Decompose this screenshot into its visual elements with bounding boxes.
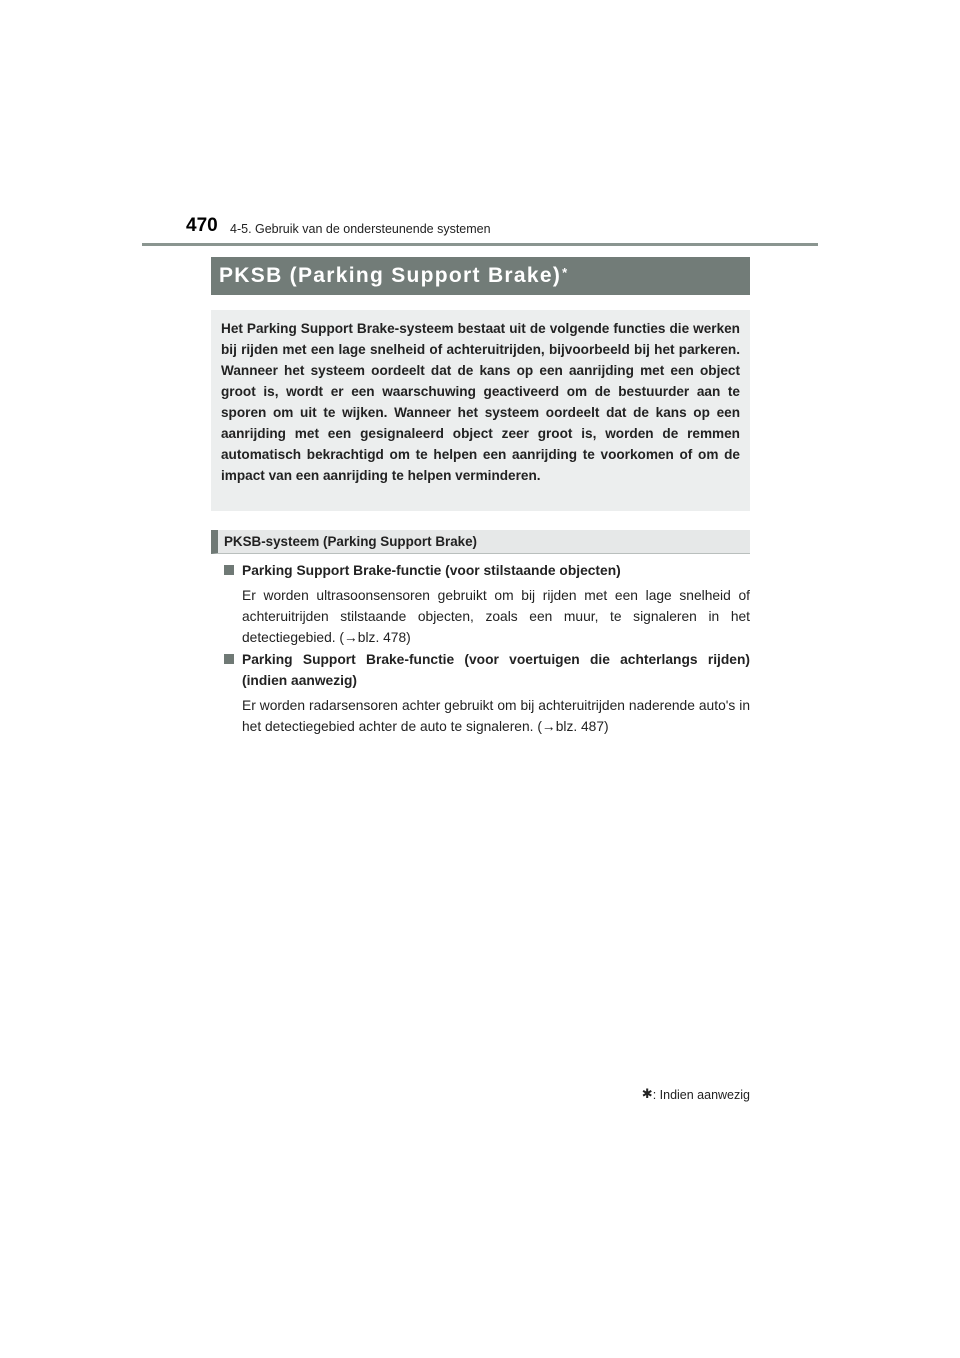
subsection-header: PKSB-systeem (Parking Support Brake) — [211, 530, 750, 554]
item-heading: Parking Support Brake-functie (voor stilstaande objecten) — [242, 563, 621, 578]
footnote-text: : Indien aanwezig — [652, 1088, 750, 1102]
item-body: Er worden ultrasoonsensoren gebruikt om bij rijden met een lage snelheid of achteruitrijden stilstaande objecten, zoals een muur, te signaleren in het detectiegebied. (→blz. 478) — [242, 588, 750, 645]
square-bullet-icon — [224, 565, 234, 575]
intro-box: Het Parking Support Brake-systeem bestaat uit de volgende functies die werken bij rijden met een lage snelheid of achteruitrijden, bijvoorbeeld bij het parkeren. Wanneer het systeem oordeelt dat de kans op een aanrijding met een object groot is, wordt er een waarschuwing geactiveerd om de bestuurder aan te sporen om uit te wijken. Wanneer het systeem oordeelt dat de kans op een aanrijding met een gesignaleerd object zeer groot is, worden de remmen automatisch bekrachtigd om te helpen een aanrijding te voorkomen of om de impact van een aanrijding te helpen verminderen. — [211, 310, 750, 511]
chapter-title: 4-5. Gebruik van de ondersteunende systemen — [230, 222, 491, 236]
asterisk-icon: ✱ — [641, 1086, 653, 1101]
list-item — [224, 649, 750, 737]
header-rule — [142, 243, 818, 246]
list-item — [224, 560, 750, 648]
title-footnote-marker: * — [562, 264, 569, 280]
item-heading: Parking Support Brake-functie (voor voertuigen die achterlangs rijden) (indien aanwezig) — [242, 652, 750, 688]
footnote — [630, 1086, 750, 1102]
section-title: PKSB (Parking Support Brake) — [219, 264, 562, 287]
section-title-bar — [211, 257, 750, 295]
page-number: 470 — [186, 215, 218, 236]
item-body: Er worden radarsensoren achter gebruikt om bij achteruitrijden naderende auto's in het detectiegebied achter de auto te signaleren. (→blz. 487) — [242, 698, 750, 734]
square-bullet-icon — [224, 654, 234, 664]
